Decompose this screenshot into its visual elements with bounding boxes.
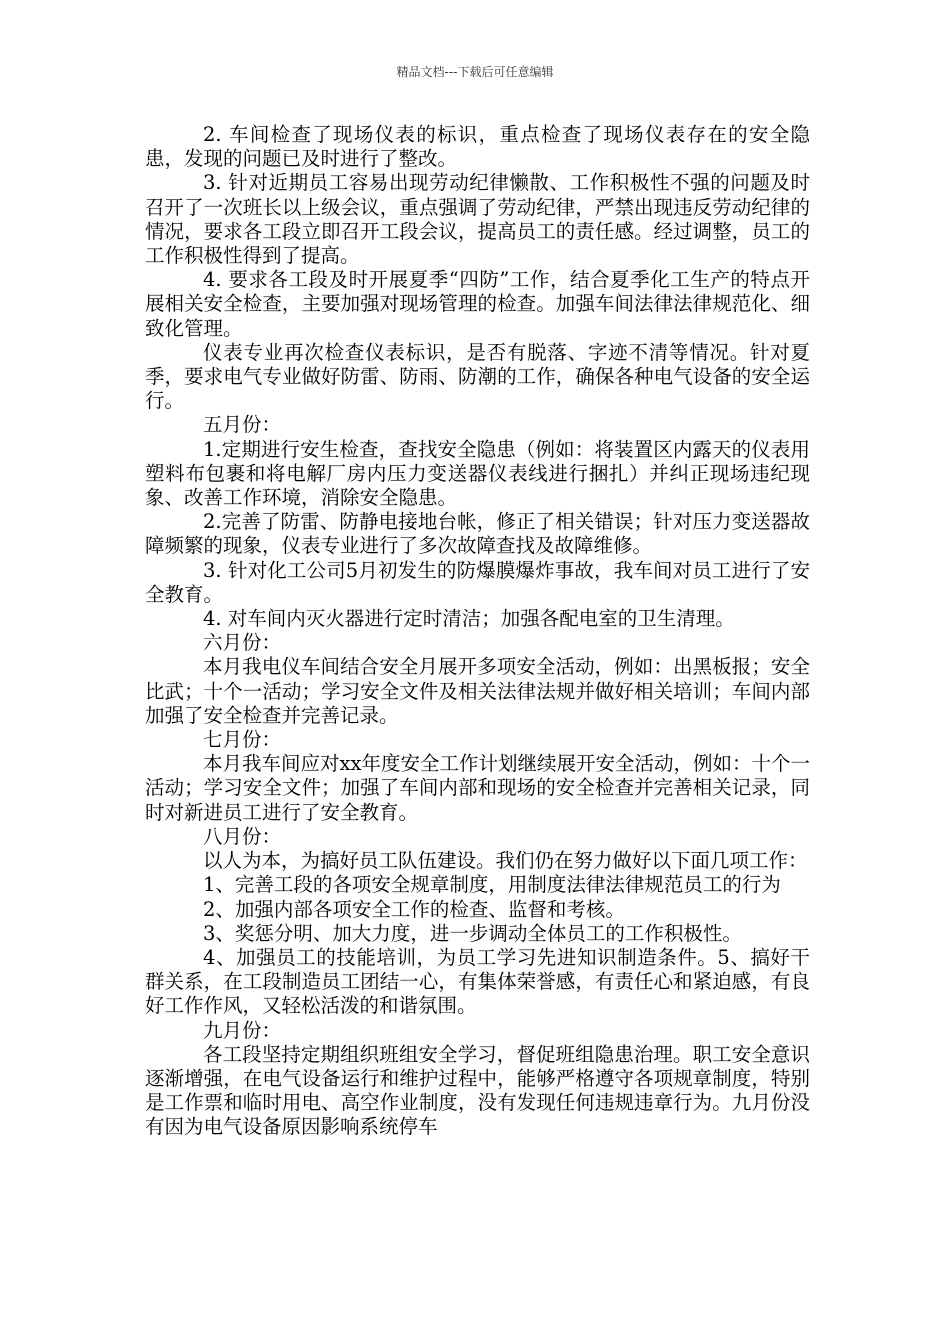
paragraph: 1、完善工段的各项安全规章制度，用制度法律法律规范员工的行为 xyxy=(203,873,781,897)
paragraph: 2.完善了防雷、防静电接地台帐，修正了相关错误；针对压力变送器故障频繁的现象，仪表专业进行了多次故障查找及故障维修。 xyxy=(145,510,810,558)
paragraph: 本月我车间应对xx年度安全工作计划继续展开安全活动，例如：十个一活动；学习安全文件；加强了车间内部和现场的安全检查并完善相关记录，同时对新进员工进行了安全教育。 xyxy=(145,752,810,824)
paragraph: 仪表专业再次检查仪表标识，是否有脱落、字迹不清等情况。针对夏季，要求电气专业做好防雷、防雨、防潮的工作，确保各种电气设备的安全运行。 xyxy=(145,340,810,413)
paragraph: 3、奖惩分明、加大力度，进一步调动全体员工的工作积极性。 xyxy=(203,921,742,945)
section-heading: 五月份： xyxy=(203,413,282,437)
paragraph: 4. 要求各工段及时开展夏季“四防”工作，结合夏季化工生产的特点开展相关安全检查，主要加强对现场管理的检查。加强车间法律法律规范化、细致化管理。 xyxy=(145,268,810,340)
paragraph: 以人为本，为搞好员工队伍建设。我们仍在努力做好以下面几项工作： xyxy=(203,849,808,873)
paragraph: 各工段坚持定期组织班组安全学习，督促班组隐患治理。职工安全意识逐渐增强，在电气设备运行和维护过程中，能够严格遵守各项规章制度，特别是工作票和临时用电、高空作业制度，没有发现任何违规违章行为。九月份没有因为电气设备原因影响系统停车 xyxy=(145,1042,810,1139)
paragraph: 4、加强员工的技能培训，为员工学习先进知识制造条件。5、搞好干群关系，在工段制造员工团结一心，有集体荣誉感，有责任心和紧迫感，有良好工作作风，又轻松活泼的和谐氛围。 xyxy=(145,945,810,1018)
document-body xyxy=(145,123,810,1140)
section-heading: 九月份： xyxy=(203,1018,282,1042)
section-heading: 八月份： xyxy=(203,824,282,848)
paragraph: 4. 对车间内灭火器进行定时清洁；加强各配电室的卫生清理。 xyxy=(203,607,735,631)
paragraph: 3. 针对近期员工容易出现劳动纪律懒散、工作积极性不强的问题及时召开了一次班长以上级会议，重点强调了劳动纪律，严禁出现违反劳动纪律的情况，要求各工段立即召开工段会议，提高员工的责任感。经过调整，员工的工作积极性得到了提高。 xyxy=(145,171,810,268)
paragraph: 3. 针对化工公司5月初发生的防爆膜爆炸事故，我车间对员工进行了安全教育。 xyxy=(145,558,810,606)
section-heading: 六月份： xyxy=(203,631,282,655)
paragraph: 本月我电仪车间结合安全月展开多项安全活动，例如：出黑板报；安全比武；十个一活动；学习安全文件及相关法律法规并做好相关培训；车间内部加强了安全检查并完善记录。 xyxy=(145,655,810,727)
paragraph: 2、加强内部各项安全工作的检查、监督和考核。 xyxy=(203,897,625,921)
paragraph: 1.定期进行安生检查，查找安全隐患（例如：将装置区内露天的仪表用塑料布包裹和将电解厂房内压力变送器仪表线进行捆扎）并纠正现场违纪现象、改善工作环境，消除安全隐患。 xyxy=(145,437,810,510)
page-header: 精品文档---下载后可任意编辑 xyxy=(396,65,554,79)
section-heading: 七月份： xyxy=(203,728,282,752)
paragraph: 2. 车间检查了现场仪表的标识，重点检查了现场仪表存在的安全隐患，发现的问题已及时进行了整改。 xyxy=(145,123,810,171)
